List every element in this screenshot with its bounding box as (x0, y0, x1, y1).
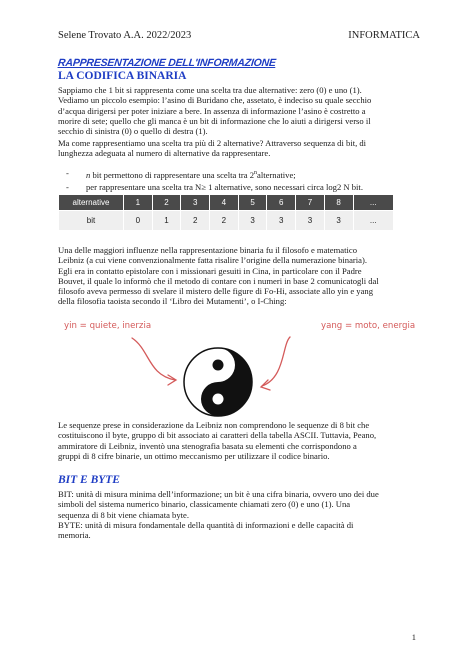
table-header-cell: 2 (152, 195, 181, 211)
table-cell: 2 (210, 211, 239, 231)
section-title: RAPPRESENTAZIONE DELL'INFORMAZIONE (57, 57, 277, 69)
bullet-item: - n bit permettono di rappresentare una scelta tra 2$^n$alternative; (66, 168, 296, 180)
table-cell: 3 (267, 211, 296, 231)
table-header-cell: 8 (324, 195, 353, 211)
text-line: Una delle maggiori influenze nella rappresentazione binaria fu il filosofo e matematico (58, 245, 357, 255)
text-line: morire di sete; quello che gli manca è un bit di informazione che lo aiuti a dirigersi verso il (58, 115, 371, 126)
table-header-cell: 3 (181, 195, 210, 211)
table-cell: ... (353, 211, 394, 231)
table-header-cell: alternative (59, 195, 124, 211)
table-header-cell: ... (353, 195, 394, 211)
text-line: BYTE: unità di misura fondamentale della quantità di informazioni e delle capacità di (58, 519, 354, 530)
yang-arrow (261, 337, 290, 390)
table-cell: 0 (124, 211, 153, 231)
table-cell: 3 (296, 211, 325, 231)
bullet-lead: n (86, 169, 91, 180)
table-header-cell: 1 (124, 195, 153, 211)
text-line: Le sequenze prese in considerazione da Leibniz non comprendono le sequenze di 8 bit che (58, 420, 370, 430)
text-line: Ma come rappresentiamo una scelta tra più di 2 alternative? Attraverso sequenza di bit, di (58, 138, 367, 148)
table-cell: 3 (324, 211, 353, 231)
text-line: memoria. (58, 530, 91, 541)
table-cell: 1 (152, 211, 181, 231)
subtitle: LA CODIFICA BINARIA (58, 70, 187, 82)
text-line: della filosofia taoista secondo il ‘Libro dei Mutamenti’, o I-Ching: (58, 296, 287, 307)
text-line: simboli del sistema numerico binario, classicamente chiamati zero (0) e uno (1). Una (58, 499, 351, 510)
paragraph-bit-byte (58, 489, 420, 540)
text-line: Leibniz (a cui viene convenzionalmente fatta risalire l’origine della numerazione binaria). (58, 255, 367, 266)
header-author: Selene Trovato A.A. 2022/2023 (58, 30, 192, 41)
paragraph-peano (58, 420, 420, 461)
yin-yang-icon (184, 348, 252, 416)
bullet-dash: - (66, 181, 69, 192)
table-header-cell: 6 (267, 195, 296, 211)
bit-byte-title: BIT E BYTE (58, 474, 120, 486)
page-number: 1 (411, 632, 416, 642)
text-line: Sappiamo che 1 bit si rappresenta come una scelta tra due alternative: zero (0) e uno (1). (58, 85, 362, 95)
bullet-item: - per rappresentare una scelta tra N≥ 1 alternative, sono necessari circa log2 N bit. (66, 181, 363, 192)
table-cell: bit (59, 211, 124, 231)
bullet-dash: - (66, 168, 69, 178)
yang-label: yang = moto, energia (321, 321, 416, 331)
header-subject: INFORMATICA (348, 30, 420, 41)
text-line: ammiratore di Leibniz, inventò una stenografia basata su elementi che corrispondono a (58, 440, 357, 451)
text-line: Egli era in contatto epistolare con i missionari gesuiti in Cina, in particolare con il Padre (58, 265, 362, 276)
text-line: filosofo aveva permesso di svelare il mistero delle figure di Fo-Hi, associate allo yin e yang (58, 286, 374, 297)
table-header-cell: 5 (238, 195, 267, 211)
text-line: d’acqua dirigersi per poter iniziare a bere. In assenza di informazione l’asino è costretto a (58, 105, 366, 116)
table-header-cell: 4 (210, 195, 239, 211)
table-header-cell: 7 (296, 195, 325, 211)
text-line: sequenza di 8 bit viene chiamata byte. (58, 509, 190, 520)
yin-arrow (132, 338, 176, 385)
text-line: secchio di sinistra (0) o quello di destra (1). (58, 126, 208, 137)
text-line: BIT: unità di misura minima dell’informazione; un bit è una cifra binaria, ovvero uno dei due (58, 489, 379, 499)
yin-label: yin = quiete, inerzia (64, 321, 152, 331)
text-line: costituiscono il byte, gruppo di bit associato ai caratteri della tabella ASCII. Tuttavia, Peano, (58, 430, 377, 441)
text-line: gruppi di 8 cifre binarie, un ottimo meccanismo per utilizzare il codice binario. (58, 450, 330, 461)
text-line: lunghezza adeguata al numero di alternative da rappresentare. (58, 148, 271, 159)
table-cell: 3 (238, 211, 267, 231)
text-line: Vediamo un piccolo esempio: l’asino di Buridano che, assetato, è indeciso su quale secchio (58, 95, 372, 106)
text-line: Bouvet, il quale lo informò che il metodo di contare con i numeri in base 2 comunicatogli dal (58, 275, 379, 286)
table-cell: 2 (181, 211, 210, 231)
